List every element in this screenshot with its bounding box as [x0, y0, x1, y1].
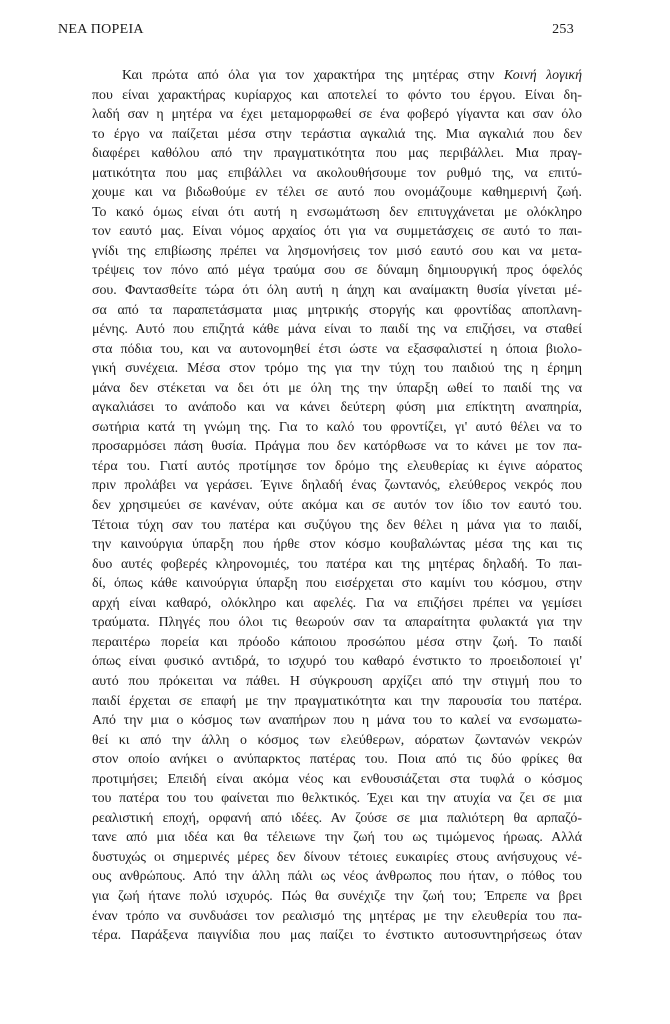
text-line-20: προσαρμόσει πάση θυσία. Πράγμα που δεν κατόρθωσε να το κάνει με τον πα-	[92, 439, 582, 455]
text-line-35: θεί κι από την άλλη ο κόσμος των ελεύθερων, αόρατων ζωντανών νεκρών	[92, 732, 582, 748]
text-line-1: Και πρώτα από όλα για τον χαρακτήρα της μητέρας στην Κοινή λογική	[122, 68, 582, 83]
running-head	[58, 22, 574, 42]
text-line-39: ρεαλιστική εποχή, ορφανή από ιδέες. Αν ζούσε σε μια παλιότερη θα αρπαζό-	[92, 810, 582, 826]
text-line-45: τέρα. Παράξενα παιγνίδια που μας παίζει το ένστικτο αυτοσυντηρήσεως όταν	[92, 928, 582, 944]
text-line-22: πριν προλάβει να γεράσει. Έγινε δηλαδή ένας ζωντανός, ελεύθερος νεκρός που	[92, 478, 582, 494]
text-line-4: το έργο να παίζεται μέσα στην τεράστια αγκαλιά της. Μια αγκαλιά που δεν	[92, 126, 582, 142]
text-line-7: χουμε και να βιδωθούμε εν τέλει σε αυτό που ονομάζουμε καθημερινή ζωή.	[92, 185, 582, 201]
text-line-8: Το κακό όμως είναι ότι αυτή η ενσωμάτωση δεν επιτυγχάνεται με ολόκληρο	[92, 204, 582, 220]
text-line-43: για ζωή ήτανε πολύ ισχυρός. Πώς θα συνέχιζε την ζωή του; Έπρεπε να βρει	[92, 888, 582, 904]
text-line-32: αυτό που πρόκειται να πάθει. Η σύγκρουση αρχίζει από την στιγμή που το	[92, 673, 582, 689]
text-line-27: δί, όπως κάθε καινούργια ύπαρξη που εισέρχεται στο καμίνι του κόσμου, στην	[92, 576, 582, 592]
text-line-28: αρχή είναι καθαρό, ολόκληρο και αφελές. Για να επιζήσει πρέπει να γεμίσει	[92, 595, 582, 611]
text-line-37: προτιμήσει; Επειδή είναι ακόμα νέος και ενθουσιάζεται στα τυφλά ο κόσμος	[92, 771, 582, 787]
text-line-29: τραύματα. Πληγές που όλοι τις θεωρούν σαν τα απαραίτητα φυλακτά για την	[92, 615, 582, 631]
text-line-31: όπως είναι φυσικό αντιδρά, το ισχυρό του καθαρό ένστικτο το προειδοποιεί γι'	[92, 654, 582, 670]
work-title: Κοινή λογική	[503, 68, 582, 83]
text-line-44: έναν τρόπο να συνδυάσει τον ρεαλισμό της μητέρας με την ελευθερία του πα-	[92, 908, 582, 924]
text-line-14: μένης. Αυτό που επιζητά κάθε μάνα είναι το παιδί της να επιζήσει, να σταθεί	[92, 322, 582, 338]
text-line-33: παιδί έρχεται σε επαφή με την πραγματικότητα και την παρουσία του πατέρα.	[92, 693, 582, 709]
text-line-42: ους ανθρώπους. Από την άλλη πάλι ως νέος άνθρωπος που ήταν, ο πόθος του	[92, 869, 582, 885]
text-line-12: σου. Φαντασθείτε τώρα ότι όλη αυτή η άηχη και αναίμακτη θυσία γίνεται μέ-	[92, 283, 582, 299]
text-line-16: γική συνέχεια. Μέσα στον τρόμο της για την τύχη του παιδιού της η έρημη	[92, 361, 582, 377]
text-line-6: ματικότητα που μας επιβάλλει να ακολουθήσουμε τον ρυθμό της, να επιτύ-	[92, 165, 582, 181]
text-line-21: τέρα του. Γιατί αυτός προτίμησε τον δρόμο της ελευθερίας κι έγινε αόρατος	[92, 458, 582, 474]
text-line-23: δεν χρησιμεύει σε κανέναν, ούτε ακόμα και σε αυτόν τον ίδιο τον εαυτό του.	[92, 498, 582, 514]
text-line-19: σωτήρια κατά τη γνώμη της. Για το καλό του φροντίζει, γι' αυτό θέλει να το	[92, 419, 582, 435]
text-line-3: λαδή σαν η μητέρα να έχει μεταμορφωθεί σε ένα φοβερό γίγαντα και σαν όλο	[92, 107, 582, 123]
text-line-17: μάνα δεν στέκεται να δει ότι με όλη της την ύπαρξη ωθεί το παιδί της να	[92, 380, 582, 396]
text-line-10: γνίδι της επιβίωσης πρέπει να λησμονήσεις τον μισό εαυτό σου και να μετα-	[92, 243, 582, 259]
body-text	[92, 66, 582, 946]
text-line-38: του πατέρα του του φαίνεται πιο θελκτικός. Έχει και την ατυχία να ζει σε μια	[92, 791, 582, 807]
text-line-13: σα από τα παραπετάσματα μιας μητρικής στοργής και φροντίδας αποπλανη-	[92, 302, 582, 318]
text-line-11: τρέψεις τον πόνο από μέγα τραύμα σου σε δύναμη δημιουργική προς όφελός	[92, 263, 582, 279]
text-line-40: τανε από μια ιδέα και θα τέλειωνε την ζωή του ως τιμώμενος ήρωας. Αλλά	[92, 830, 582, 846]
text-line-5: διαφέρει καθόλου από την πραγματικότητα που μας περιβάλλει. Μια πραγ-	[92, 146, 582, 162]
text-line-26: δυο αυτές φοβερές κληρονομιές, του πατέρα και της μητέρας δηλαδή. Το παι-	[92, 556, 582, 572]
text-line-9: τον εαυτό μας. Είναι νόμος αρχαίος ότι για να συμμετάσχεις σε αυτό το παι-	[92, 224, 582, 240]
text-line-2: που είναι χαρακτήρας κυρίαρχος και αποτελεί το φόντο του έργου. Είναι δη-	[92, 87, 582, 103]
running-title: ΝΕΑ ΠΟΡΕΙΑ	[58, 22, 144, 37]
text-line-24: Τέτοια τύχη σαν του πατέρα και συζύγου της δεν θέλει η μάνα για το παιδί,	[92, 517, 582, 533]
text-line-41: δυστυχώς οι σημερινές μέρες δεν δίνουν τέτοιες ευκαιρίες στους ανήσυχους νέ-	[92, 849, 582, 865]
text-line-15: στα πόδια του, και να αυτονομηθεί έτσι ώστε να εξασφαλιστεί η όποια βιολο-	[92, 341, 582, 357]
text-line-36: στον οποίο ανήκει ο ανύπαρκτος πατέρας του. Ποια από τις δύο φρίκες θα	[92, 752, 582, 768]
text-line-25: την καινούργια ύπαρξη που ήρθε στον κόσμο κουβαλώντας μέσα της και τις	[92, 537, 582, 553]
text-line-34: Από την μια ο κόσμος των αναπήρων που η μάνα του το καλεί να ενσωματω-	[92, 713, 582, 729]
text-line-18: αγκαλιάσει το ανάποδο και να κάνει δεύτερη φύση μια επίκτητη αναπηρία,	[92, 400, 582, 416]
page-number: 253	[552, 22, 574, 37]
text-line-30: περαιτέρω πορεία και πρόοδο κάποιου προσώπου μέσα στην ζωή. Το παιδί	[92, 634, 582, 650]
